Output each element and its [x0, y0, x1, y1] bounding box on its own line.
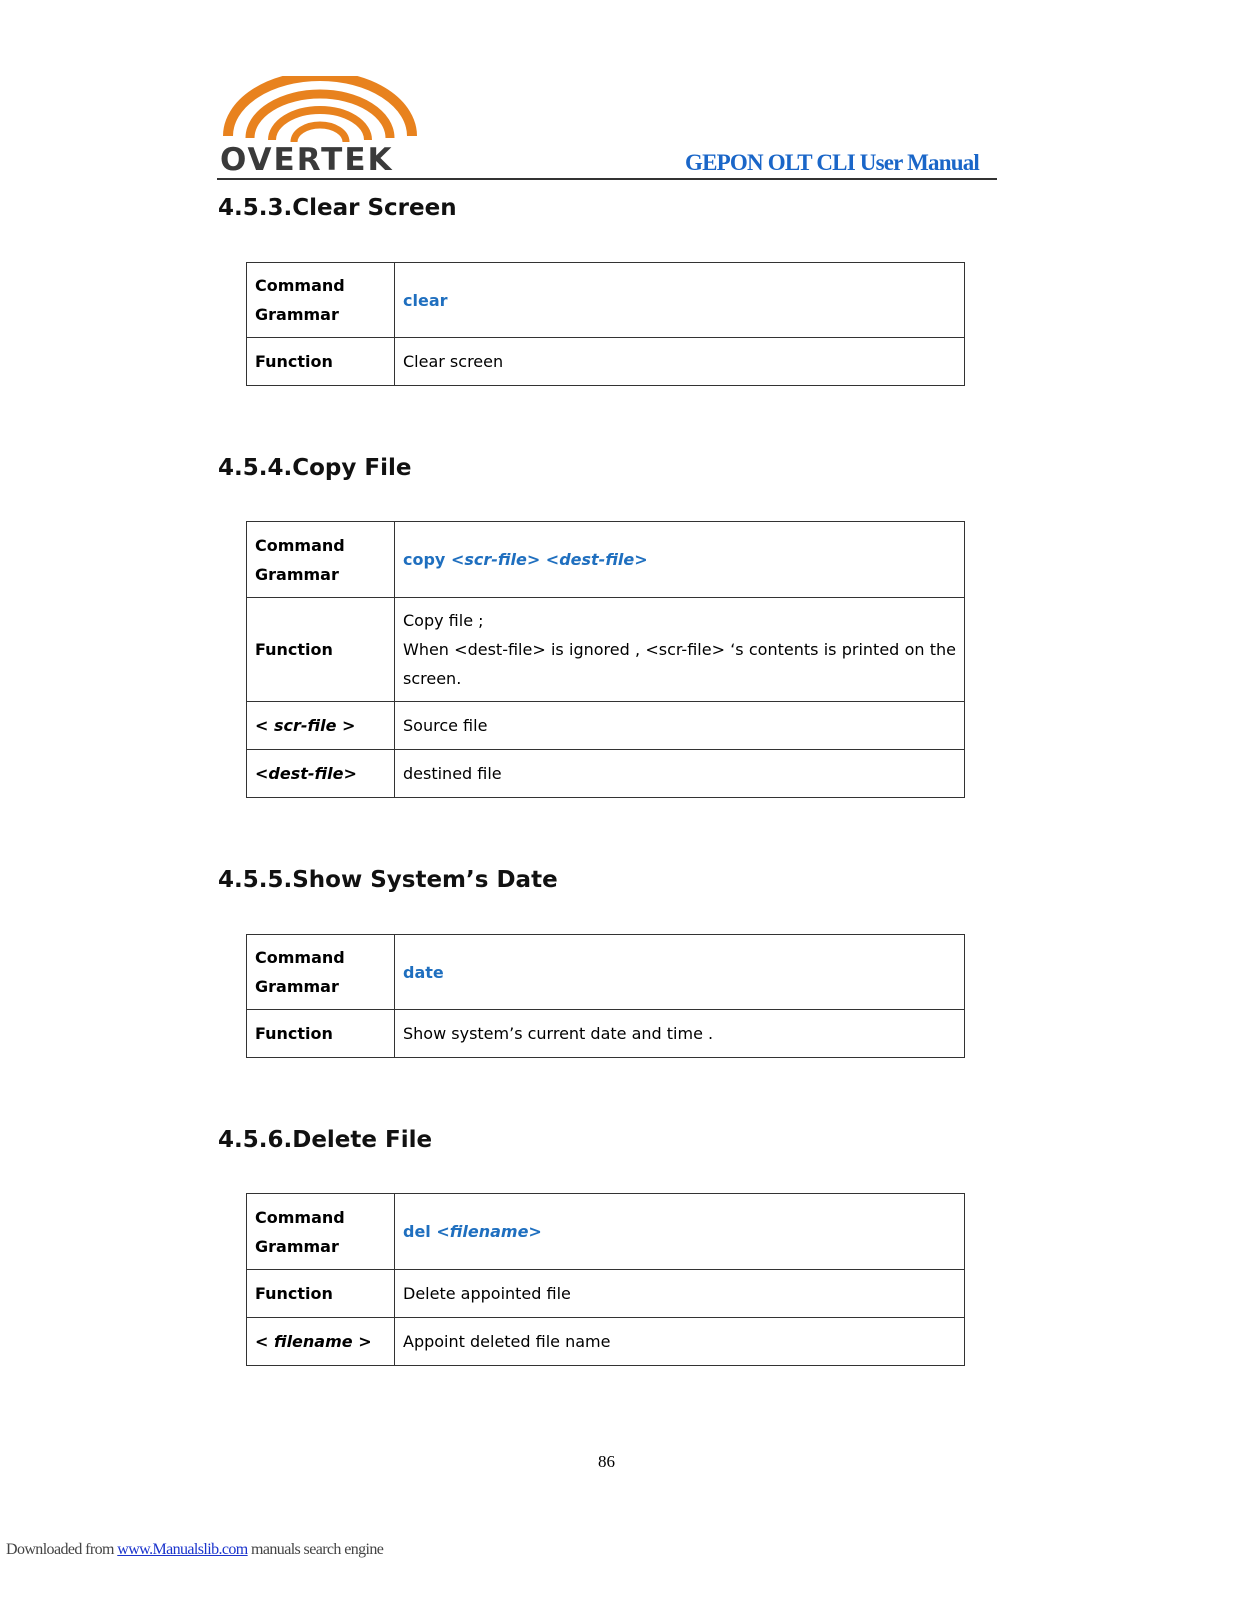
command-grammar-label: Command Grammar	[247, 1194, 395, 1270]
table-row	[247, 1270, 965, 1318]
table-row	[247, 338, 965, 386]
command-value: date	[395, 935, 965, 1010]
param-name: <dest-file>	[247, 750, 395, 798]
document-title: GEPON OLT CLI User Manual	[685, 150, 979, 175]
function-value: Delete appointed file	[395, 1270, 965, 1318]
logo-text: OVERTEK	[220, 142, 394, 176]
section-heading-clear-screen: 4.5.3.Clear Screen	[218, 195, 457, 221]
section-heading-delete-file: 4.5.6.Delete File	[218, 1127, 433, 1153]
function-label: Function	[247, 1010, 395, 1058]
function-label: Function	[247, 338, 395, 386]
function-line: Copy file ;	[403, 611, 484, 630]
command-value	[395, 522, 965, 598]
footer	[6, 1541, 383, 1559]
param-description: Appoint deleted file name	[395, 1318, 965, 1366]
header-divider	[217, 178, 997, 180]
table-row	[247, 263, 965, 338]
command-table-clear	[246, 262, 965, 386]
command-args: <scr-file> <dest-file>	[450, 550, 648, 569]
overtek-logo	[218, 76, 422, 176]
command-table-del	[246, 1193, 965, 1366]
param-name: < scr-file >	[247, 702, 395, 750]
command-grammar-label: Command Grammar	[247, 935, 395, 1010]
function-line: When <dest-file> is ignored , <scr-file> ‘s contents is printed on the screen.	[403, 640, 956, 688]
manualslib-link[interactable]: www.Manualslib.com	[117, 1541, 248, 1558]
table-row	[247, 598, 965, 702]
function-value	[395, 598, 965, 702]
function-label: Function	[247, 1270, 395, 1318]
param-name: < filename >	[247, 1318, 395, 1366]
command-table-date	[246, 934, 965, 1058]
command-keyword: del	[403, 1222, 431, 1241]
function-label: Function	[247, 598, 395, 702]
command-grammar-label: Command Grammar	[247, 522, 395, 598]
param-description: destined file	[395, 750, 965, 798]
footer-suffix: manuals search engine	[247, 1541, 384, 1558]
function-value: Clear screen	[395, 338, 965, 386]
page-number: 86	[598, 1452, 615, 1471]
command-args: <filename>	[436, 1222, 542, 1241]
table-row	[247, 702, 965, 750]
table-row	[247, 522, 965, 598]
table-row	[247, 1194, 965, 1270]
function-value: Show system’s current date and time .	[395, 1010, 965, 1058]
command-grammar-label: Command Grammar	[247, 263, 395, 338]
table-row	[247, 1010, 965, 1058]
param-description: Source file	[395, 702, 965, 750]
command-table-copy	[246, 521, 965, 798]
table-row	[247, 1318, 965, 1366]
table-row	[247, 935, 965, 1010]
command-value	[395, 1194, 965, 1270]
command-keyword: copy	[403, 550, 446, 569]
command-value: clear	[395, 263, 965, 338]
footer-prefix: Downloaded from	[6, 1541, 118, 1558]
section-heading-copy-file: 4.5.4.Copy File	[218, 455, 412, 481]
table-row	[247, 750, 965, 798]
section-heading-show-date: 4.5.5.Show System’s Date	[218, 867, 558, 893]
